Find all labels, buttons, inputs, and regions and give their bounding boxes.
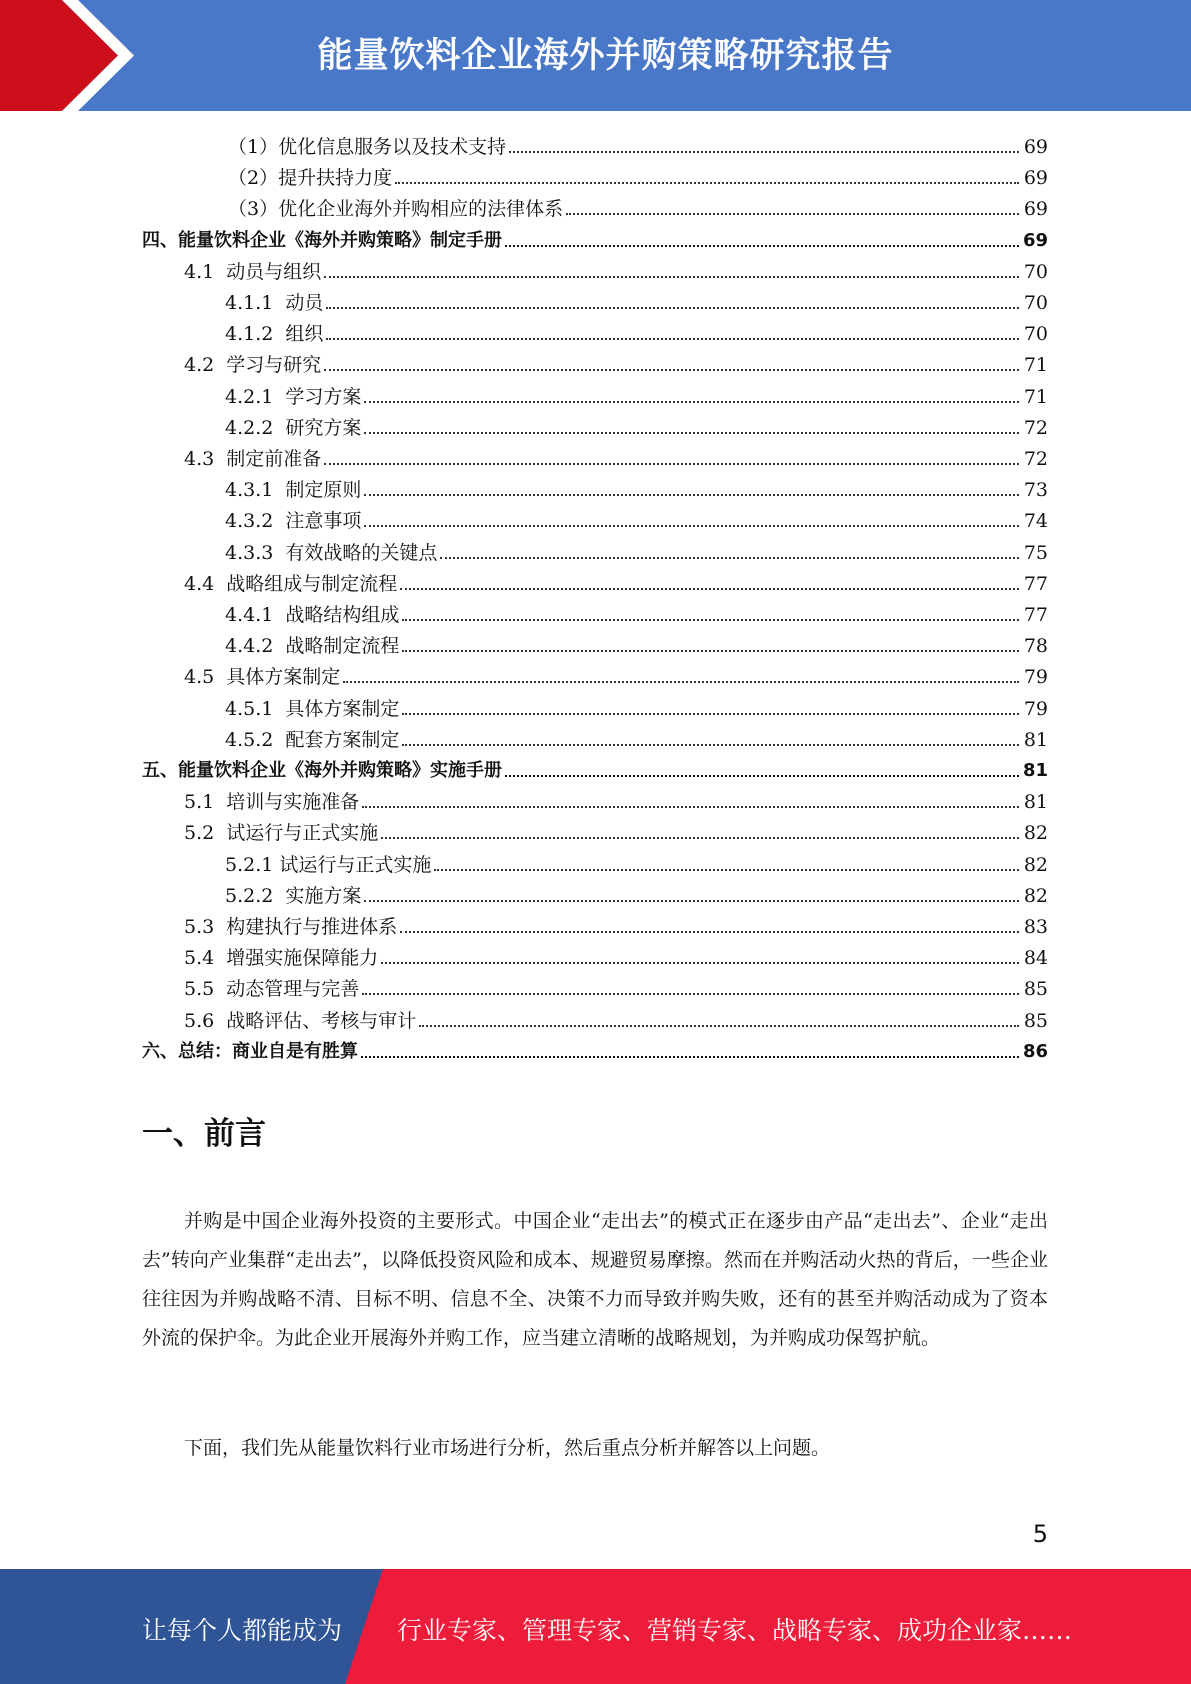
toc-entry-page: 79 <box>1023 666 1048 689</box>
toc-entry-label: 4.5.2 配套方案制定 <box>225 728 400 751</box>
toc-entry[interactable] <box>0 159 1191 190</box>
toc-leader-dots <box>381 962 1019 964</box>
toc-entry-label: 5.4 增强实施保障能力 <box>184 947 379 970</box>
toc-entry-page: 70 <box>1023 323 1048 346</box>
toc-leader-dots <box>324 463 1019 465</box>
toc-entry-label: 4.1.1 动员 <box>225 292 324 314</box>
toc-leader-dots <box>440 557 1019 559</box>
paragraph: 下面，我们先从能量饮料行业市场进行分析，然后重点分析并解答以上问题。 <box>184 1437 831 1459</box>
toc-entry-label: 5.2.2 实施方案 <box>225 884 362 907</box>
toc-leader-dots <box>343 681 1019 683</box>
toc-entry[interactable] <box>0 877 1191 908</box>
toc-leader-dots <box>400 588 1019 590</box>
toc-entry[interactable] <box>0 315 1191 346</box>
toc-entry-label: 5.2 试运行与正式实施 <box>184 822 379 845</box>
toc-entry-page: 69 <box>1022 229 1048 251</box>
document-title: 能量饮料企业海外并购策略研究报告 <box>317 36 894 76</box>
toc-entry-label: 5.5 动态管理与完善 <box>184 978 360 1001</box>
toc-entry-page: 81 <box>1023 728 1048 751</box>
toc-entry[interactable] <box>0 440 1191 471</box>
toc-entry-page: 73 <box>1023 479 1048 502</box>
toc-entry-label: 4.1.2 组织 <box>225 323 324 346</box>
toc-entry-label: 四、能量饮料企业《海外并购策略》制定手册 <box>142 229 502 251</box>
toc-entry[interactable] <box>0 627 1191 658</box>
toc-entry[interactable] <box>0 409 1191 440</box>
toc-leader-dots <box>362 993 1019 995</box>
toc-leader-dots <box>419 1025 1019 1027</box>
toc-entry[interactable] <box>0 1002 1191 1033</box>
toc-leader-dots <box>364 494 1019 496</box>
toc-entry[interactable] <box>0 846 1191 877</box>
toc-leader-dots <box>505 775 1019 777</box>
toc-entry-page: 81 <box>1022 760 1048 781</box>
toc-entry[interactable] <box>0 253 1191 284</box>
footer-band <box>0 1569 1191 1684</box>
toc-entry-page: 75 <box>1023 541 1048 564</box>
toc-entry-page: 71 <box>1023 354 1048 377</box>
toc-entry-page: 70 <box>1023 260 1048 283</box>
toc-entry[interactable] <box>0 565 1191 596</box>
toc-leader-dots <box>402 744 1019 746</box>
toc-entry-label: 4.2 学习与研究 <box>184 354 322 377</box>
toc-entry[interactable] <box>0 534 1191 565</box>
toc-entry-page: 86 <box>1022 1040 1048 1062</box>
toc-entry-label: 4.4 战略组成与制定流程 <box>184 572 398 595</box>
toc-entry-page: 79 <box>1023 697 1048 720</box>
toc-entry-page: 85 <box>1023 1009 1048 1032</box>
toc-entry-label: 4.3.3 有效战略的关键点 <box>225 541 438 564</box>
toc-entry-page: 70 <box>1023 292 1048 314</box>
toc-leader-dots <box>364 401 1019 403</box>
toc-entry-page: 69 <box>1023 167 1048 190</box>
toc-leader-dots <box>400 931 1019 933</box>
toc-entry[interactable] <box>0 721 1191 752</box>
toc-leader-dots <box>402 619 1019 621</box>
toc-entry-label: 4.5 具体方案制定 <box>184 666 341 689</box>
toc-entry-page: 81 <box>1023 791 1048 814</box>
toc-leader-dots <box>395 182 1019 184</box>
toc-entry-page: 84 <box>1023 947 1048 970</box>
toc-entry[interactable] <box>0 939 1191 970</box>
toc-entry-label: 5.6 战略评估、考核与审计 <box>184 1009 417 1032</box>
toc-entry-label: 5.2.1 试运行与正式实施 <box>225 853 432 876</box>
toc-leader-dots <box>326 338 1019 340</box>
toc-entry[interactable] <box>0 284 1191 315</box>
toc-leader-dots <box>362 806 1019 808</box>
toc-leader-dots <box>361 1056 1019 1058</box>
toc-entry-label: 4.2.1 学习方案 <box>225 385 362 408</box>
header-band <box>0 0 1191 111</box>
toc-leader-dots <box>402 650 1019 652</box>
toc-entry-label: 六、总结：商业自是有胜算 <box>142 1040 358 1062</box>
toc-entry-page: 77 <box>1023 572 1048 595</box>
toc-entry[interactable] <box>0 814 1191 845</box>
toc-entry-page: 82 <box>1023 884 1048 907</box>
toc-entry-page: 82 <box>1023 853 1048 876</box>
toc-entry-page: 82 <box>1023 822 1048 845</box>
toc-entry[interactable] <box>0 190 1191 221</box>
toc-entry-label: 5.3 构建执行与推进体系 <box>184 916 398 938</box>
toc-entry-label: 4.1 动员与组织 <box>184 260 322 283</box>
toc-entry-page: 77 <box>1023 604 1048 626</box>
toc-entry[interactable] <box>0 908 1191 939</box>
toc-entry-label: 4.3 制定前准备 <box>184 448 322 470</box>
toc-entry-label: 4.4.2 战略制定流程 <box>225 635 400 658</box>
toc-leader-dots <box>326 307 1019 309</box>
toc-entry[interactable] <box>0 346 1191 377</box>
toc-entry[interactable] <box>0 222 1191 253</box>
toc-entry-page: 78 <box>1023 635 1048 658</box>
toc-entry-label: （3）优化企业海外并购相应的法律体系 <box>228 198 564 221</box>
toc-leader-dots <box>505 245 1019 247</box>
toc-entry-label: 4.5.1 具体方案制定 <box>225 697 400 720</box>
toc-entry-label: 4.2.2 研究方案 <box>225 416 362 439</box>
toc-entry[interactable] <box>0 970 1191 1001</box>
toc-entry-page: 72 <box>1023 448 1048 470</box>
paragraph: 并购是中国企业海外投资的主要形式。中国企业“走出去”的模式正在逐步由产品“走出去”、企业“走出去”转向产业集群“走出去”，以降低投资风险和成本、规避贸易摩擦。然而在并购活动火热的背后，一些企业往往因为并购战略不清、目标不明、信息不全、决策不力而导致并购失败，还有的甚至并购活动成为了资本外流的保护伞。为此企业开展海外并购工作，应当建立清晰的战略规划，为并购成功保驾护航。 <box>142 1210 1048 1349</box>
toc-entry-label: 4.3.1 制定原则 <box>225 479 362 502</box>
toc-entry[interactable] <box>0 658 1191 689</box>
toc-leader-dots <box>364 900 1019 902</box>
section-heading: 一、前言 <box>142 1116 266 1152</box>
toc-entry-page: 85 <box>1023 978 1048 1001</box>
toc-entry-label: （2）提升扶持力度 <box>228 167 393 190</box>
toc-leader-dots <box>324 369 1019 371</box>
toc-entry-label: 4.4.1 战略结构组成 <box>225 604 400 626</box>
toc-leader-dots <box>509 151 1019 153</box>
toc-entry-page: 71 <box>1023 385 1048 408</box>
toc-entry[interactable] <box>0 1033 1191 1064</box>
toc-leader-dots <box>364 525 1019 527</box>
toc-entry-page: 74 <box>1023 510 1048 533</box>
toc-entry-page: 69 <box>1023 198 1048 221</box>
toc-leader-dots <box>434 869 1019 871</box>
toc-entry[interactable] <box>0 783 1191 814</box>
toc-entry[interactable] <box>0 128 1191 159</box>
toc-entry[interactable] <box>0 690 1191 721</box>
toc-entry[interactable] <box>0 596 1191 627</box>
toc-entry-label: （1）优化信息服务以及技术支持 <box>228 136 507 158</box>
toc-leader-dots <box>381 837 1019 839</box>
toc-entry-label: 5.1 培训与实施准备 <box>184 791 360 814</box>
toc-entry-label: 4.3.2 注意事项 <box>225 510 362 533</box>
toc-entry[interactable] <box>0 471 1191 502</box>
toc-entry-page: 72 <box>1023 416 1048 439</box>
toc-entry[interactable] <box>0 752 1191 783</box>
toc-entry[interactable] <box>0 378 1191 409</box>
toc-leader-dots <box>566 213 1019 215</box>
toc-entry-label: 五、能量饮料企业《海外并购策略》实施手册 <box>142 760 502 781</box>
toc-entry-page: 83 <box>1023 916 1048 938</box>
toc-leader-dots <box>364 432 1019 434</box>
toc-leader-dots <box>324 276 1019 278</box>
footer-slogan-left: 让每个人都能成为 <box>142 1616 343 1645</box>
toc-entry-page: 69 <box>1023 136 1048 158</box>
footer-slogan-right: 行业专家、管理专家、营销专家、战略专家、成功企业家…… <box>397 1616 1073 1645</box>
toc-entry[interactable] <box>0 502 1191 533</box>
page-number: 5 <box>1032 1520 1048 1548</box>
toc-leader-dots <box>402 713 1019 715</box>
